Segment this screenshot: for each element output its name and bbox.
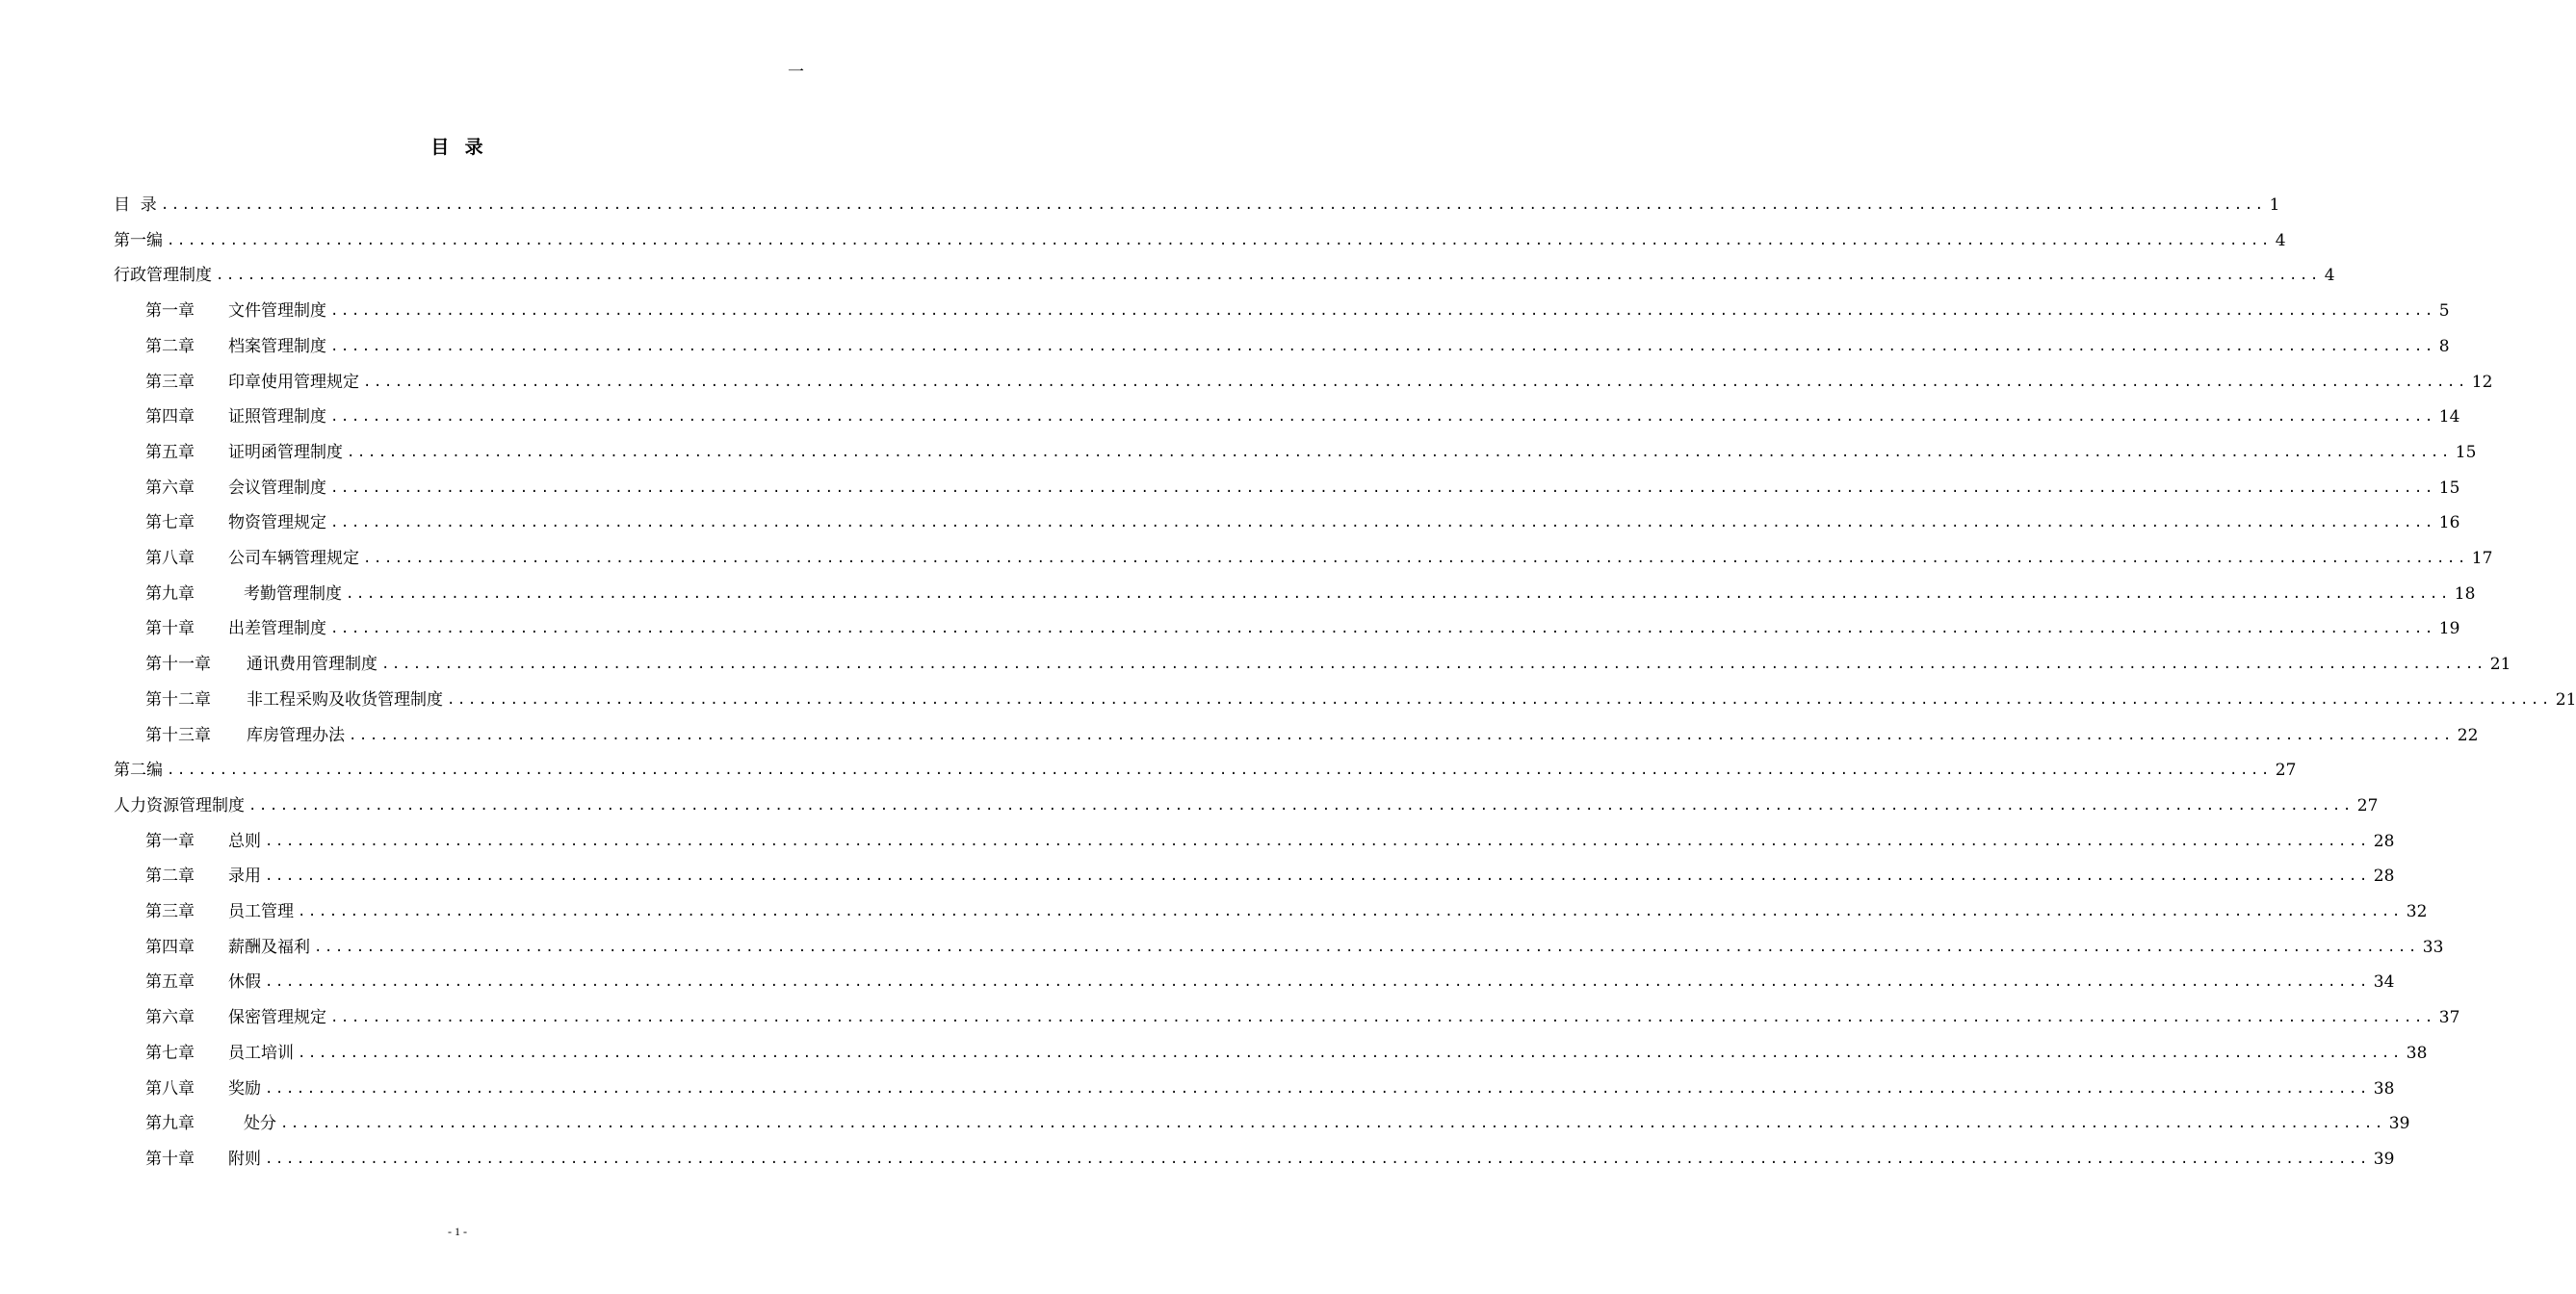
toc-leader-dots: ........................................................................................................................................................................................................ — [330, 409, 2435, 426]
toc-entry[interactable] — [114, 258, 2335, 293]
toc-entry[interactable] — [114, 188, 2280, 222]
toc-leader-dots: ........................................................................................................................................................................................................ — [381, 657, 2486, 673]
toc-page-number: 5 — [2438, 301, 2450, 322]
toc-entry[interactable] — [145, 1106, 2410, 1141]
toc-entry-title: 附则 — [228, 1149, 261, 1169]
toc-leader-dots: ........................................................................................................................................................................................................ — [346, 585, 2451, 602]
toc-leader-dots: ........................................................................................................................................................................................................ — [330, 1010, 2435, 1026]
toc-page-number: 18 — [2454, 583, 2476, 604]
toc-page-number: 38 — [2406, 1043, 2428, 1063]
toc-leader-dots: ........................................................................................................................................................................................................ — [330, 303, 2435, 320]
toc-leader-dots: ........................................................................................................................................................................................................ — [248, 797, 2354, 814]
toc-page-number: 4 — [2275, 230, 2286, 250]
toc-leader-dots: ........................................................................................................................................................................................................ — [265, 833, 2370, 849]
toc-page-number: 22 — [2457, 725, 2479, 745]
toc-leader-dots: ........................................................................................................................................................................................................ — [167, 763, 2272, 779]
toc-entry[interactable] — [145, 824, 2395, 859]
toc-entry-title: 薪酬及福利 — [228, 937, 310, 957]
toc-leader-dots: ........................................................................................................................................................................................................ — [330, 338, 2435, 354]
toc-entry-title: 人力资源管理制度 — [114, 795, 245, 815]
toc-leader-dots: ........................................................................................................................................................................................................ — [160, 197, 2266, 213]
toc-entry-title: 会议管理制度 — [228, 478, 326, 498]
toc-leader-dots: ........................................................................................................................................................................................................ — [447, 691, 2552, 708]
toc-entry-title: 库房管理办法 — [247, 725, 345, 745]
toc-entry-title: 第二编 — [114, 761, 163, 781]
toc-entry[interactable] — [145, 647, 2511, 682]
toc-leader-dots: ........................................................................................................................................................................................................ — [265, 1151, 2370, 1167]
header-mark: 一 — [788, 63, 804, 82]
toc-leader-dots: ........................................................................................................................................................................................................ — [330, 515, 2435, 531]
toc-entry[interactable] — [145, 365, 2493, 400]
toc-page-number: 15 — [2438, 478, 2460, 498]
toc-entry[interactable] — [145, 894, 2428, 929]
page-title: 目 录 — [430, 137, 484, 158]
toc-chapter-number: 第三章 — [145, 902, 195, 921]
toc-entry[interactable] — [114, 789, 2379, 823]
toc-leader-dots: ........................................................................................................................................................................................................ — [314, 939, 2419, 955]
toc-page-number: 8 — [2438, 336, 2450, 356]
toc-page-number: 39 — [2388, 1114, 2410, 1134]
toc-entry[interactable] — [145, 577, 2476, 611]
toc-chapter-number: 第五章 — [145, 442, 195, 462]
toc-entry[interactable] — [145, 329, 2450, 364]
toc-entry[interactable] — [145, 859, 2395, 893]
toc-page-number: 14 — [2438, 407, 2460, 427]
toc-entry-title: 员工培训 — [228, 1043, 294, 1063]
toc-chapter-number: 第十一章 — [145, 655, 211, 675]
toc-entry[interactable] — [145, 611, 2460, 646]
toc-leader-dots: ........................................................................................................................................................................................................ — [265, 974, 2370, 991]
toc-entry[interactable] — [145, 1000, 2460, 1035]
toc-entry[interactable] — [114, 223, 2286, 258]
toc-entry[interactable] — [145, 683, 2576, 717]
toc-entry[interactable] — [145, 1036, 2428, 1071]
toc-entry-title: 总则 — [228, 831, 261, 851]
toc-chapter-number: 第二章 — [145, 867, 195, 887]
toc-entry-title: 第一编 — [114, 230, 163, 250]
toc-entry-title: 物资管理规定 — [228, 513, 326, 533]
toc-chapter-number: 第八章 — [145, 1078, 195, 1099]
toc-chapter-number: 第一章 — [145, 301, 195, 322]
toc-chapter-number: 第四章 — [145, 407, 195, 427]
toc-chapter-number: 第十章 — [145, 619, 195, 639]
toc-entry[interactable] — [145, 1072, 2395, 1106]
toc-entry-title: 录用 — [228, 867, 261, 887]
toc-leader-dots: ........................................................................................................................................................................................................ — [265, 1080, 2370, 1097]
toc-entry[interactable] — [145, 930, 2444, 965]
toc-leader-dots: ........................................................................................................................................................................................................ — [363, 374, 2468, 390]
toc-entry-title: 考勤管理制度 — [244, 583, 342, 604]
toc-page-number: 38 — [2373, 1078, 2395, 1099]
toc-page-number: 21 — [2489, 655, 2511, 675]
toc-page-number: 28 — [2373, 831, 2395, 851]
toc-entry[interactable] — [145, 505, 2460, 540]
toc-leader-dots: ........................................................................................................................................................................................................ — [298, 1045, 2403, 1061]
toc-chapter-number: 第八章 — [145, 549, 195, 568]
toc-page-number: 17 — [2471, 549, 2493, 568]
toc-page-number: 33 — [2422, 937, 2444, 957]
toc-page-number: 1 — [2269, 195, 2280, 215]
toc-leader-dots: ........................................................................................................................................................................................................ — [363, 551, 2468, 566]
toc-entry[interactable] — [145, 435, 2477, 470]
toc-page-number: 19 — [2438, 619, 2460, 639]
toc-entry-title: 奖励 — [228, 1078, 261, 1099]
toc-entry-title: 公司车辆管理规定 — [228, 549, 359, 568]
toc-entry[interactable] — [145, 471, 2460, 505]
toc-page-number: 27 — [2356, 795, 2379, 815]
toc-page-number: 32 — [2406, 902, 2428, 921]
toc-chapter-number: 第六章 — [145, 1008, 195, 1028]
toc-entry-title: 员工管理 — [228, 902, 294, 921]
toc-page-number: 21 — [2555, 689, 2576, 710]
toc-entry-title: 目 录 — [114, 195, 157, 215]
toc-leader-dots: ........................................................................................................................................................................................................ — [167, 232, 2272, 248]
toc-entry-title: 处分 — [244, 1114, 276, 1134]
toc-chapter-number: 第七章 — [145, 1043, 195, 1063]
toc-chapter-number: 第五章 — [145, 972, 195, 993]
toc-leader-dots: ........................................................................................................................................................................................................ — [280, 1116, 2385, 1132]
toc-entry[interactable] — [145, 541, 2493, 576]
toc-entry-title: 通讯费用管理制度 — [247, 655, 377, 675]
toc-page-number: 12 — [2471, 372, 2493, 392]
toc-leader-dots: ........................................................................................................................................................................................................ — [216, 268, 2321, 284]
toc-chapter-number: 第六章 — [145, 478, 195, 498]
toc-chapter-number: 第二章 — [145, 336, 195, 356]
toc-chapter-number: 第三章 — [145, 372, 195, 392]
toc-chapter-number: 第七章 — [145, 513, 195, 533]
toc-page-number: 27 — [2275, 761, 2297, 781]
toc-chapter-number: 第十章 — [145, 1149, 195, 1169]
toc-entry-title: 保密管理规定 — [228, 1008, 326, 1028]
toc-entry-title: 印章使用管理规定 — [228, 372, 359, 392]
toc-entry[interactable] — [145, 1142, 2395, 1177]
page-number-footer: - 1 - — [448, 1225, 467, 1238]
toc-entry[interactable] — [145, 718, 2479, 753]
toc-entry-title: 出差管理制度 — [228, 619, 326, 639]
toc-leader-dots: ........................................................................................................................................................................................................ — [347, 444, 2452, 460]
toc-entry[interactable] — [145, 294, 2450, 328]
toc-leader-dots: ........................................................................................................................................................................................................ — [265, 868, 2370, 885]
toc-page-number: 28 — [2373, 867, 2395, 887]
toc-entry-title: 证明函管理制度 — [228, 442, 343, 462]
toc-leader-dots: ........................................................................................................................................................................................................ — [330, 621, 2435, 637]
toc-leader-dots: ........................................................................................................................................................................................................ — [298, 904, 2403, 919]
toc-page-number: 15 — [2455, 442, 2477, 462]
toc-chapter-number: 第九章 — [145, 583, 195, 604]
toc-entry-title: 行政管理制度 — [114, 266, 212, 286]
toc-entry-title: 休假 — [228, 972, 261, 993]
toc-page-number: 34 — [2373, 972, 2395, 993]
toc-page-number: 16 — [2438, 513, 2460, 533]
toc-entry-title: 证照管理制度 — [228, 407, 326, 427]
toc-entry[interactable] — [114, 753, 2297, 788]
toc-chapter-number: 第一章 — [145, 831, 195, 851]
toc-entry[interactable] — [145, 965, 2395, 999]
toc-chapter-number: 第十三章 — [145, 725, 211, 745]
toc-leader-dots: ........................................................................................................................................................................................................ — [330, 479, 2435, 496]
toc-chapter-number: 第十二章 — [145, 689, 211, 710]
toc-page-number: 4 — [2324, 266, 2335, 286]
toc-entry-title: 非工程采购及收货管理制度 — [247, 689, 443, 710]
toc-chapter-number: 第四章 — [145, 937, 195, 957]
toc-page-number: 39 — [2373, 1149, 2395, 1169]
toc-leader-dots: ........................................................................................................................................................................................................ — [349, 727, 2454, 743]
toc-entry-title: 档案管理制度 — [228, 336, 326, 356]
toc-page-number: 37 — [2438, 1008, 2460, 1028]
toc-entry-title: 文件管理制度 — [228, 301, 326, 322]
toc-entry[interactable] — [145, 400, 2460, 434]
toc-chapter-number: 第九章 — [145, 1114, 195, 1134]
